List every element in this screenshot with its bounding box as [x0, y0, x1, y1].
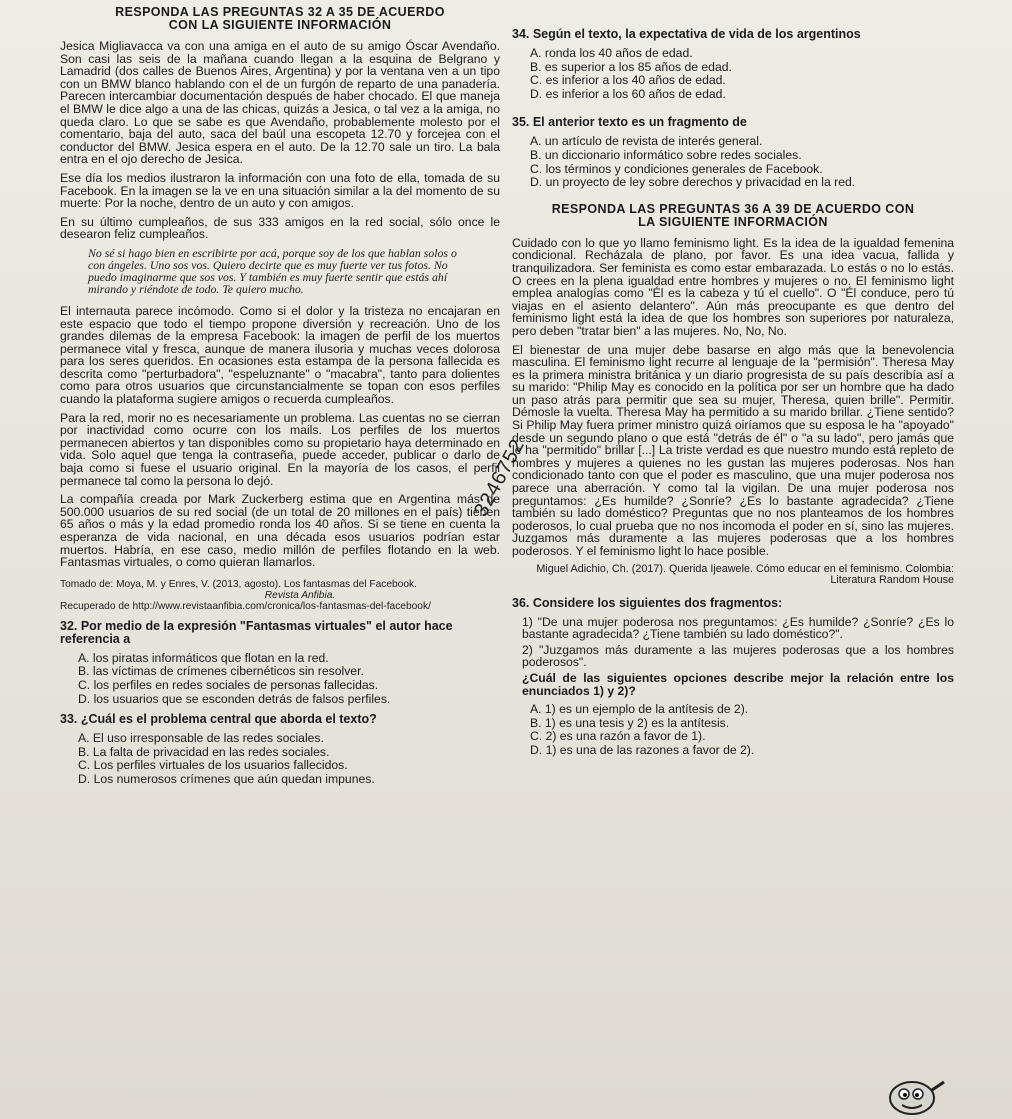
fragment-1: 1) "De una mujer poderosa nos preguntamos: ¿Es humilde? ¿Sonríe? ¿Es lo bastante agradecida? ¿Tiene también su lado doméstico?". — [522, 614, 954, 642]
question-34-options — [530, 47, 954, 100]
question-33-options — [78, 732, 500, 785]
text-paragraph: Para la red, morir no es necesariamente un problema. Las cuentas no se cierran por inactividad como ocurre con los mails. Los perfiles de los muertos permanecen abiertos y tan disponibles como su propietario haya determinado en vida. Solo aquel que tenga la contraseña, puede acceder, publicar o darlo de baja como si fuese el usuario original. En la mayoría de los casos, el perfil permanece tal como la persona lo dejó. — [60, 410, 500, 488]
reference-line: Revista Anfibia. — [264, 589, 336, 601]
cartoon-character-icon — [880, 1072, 950, 1116]
author-reference: Miguel Adichio, Ch. (2017). Querida Ijeawele. Cómo educar en el feminismo. Colombia: Literatura Random House — [536, 562, 954, 587]
text-paragraph: El internauta parece incómodo. Como si el dolor y la tristeza no encajaran en este espacio que todo el tiempo propone diversión y recreación. Uno de los grandes dilemas de la empresa Facebook: la imagen de perfil de los muertos permanece vital y fresca, aunque de manera ilusoria y muchas veces dolorosa para los seres queridos. En ocasiones esta estampa de la persona fallecida es descrita como "perturbadora", "espeluznante" o "macabra", tanto para dolientes como para otros usuarios que circunstancialmente se topan con esos perfiles cuando la plataforma sugiere amigos o recuerda cumpleaños. — [60, 303, 500, 407]
question-36: 36. Considere los siguientes dos fragmentos: — [512, 595, 783, 610]
option-c[interactable]: C. los perfiles en redes sociales de personas fallecidas. — [78, 677, 379, 692]
option-a[interactable]: A. El uso irresponsable de las redes sociales. — [78, 731, 324, 746]
option-a[interactable]: A. los piratas informáticos que flotan en la red. — [78, 650, 329, 665]
section-heading-36-39 — [512, 203, 954, 229]
option-a[interactable]: A. 1) es un ejemplo de la antítesis de 2). — [530, 702, 749, 717]
option-d[interactable]: D. 1) es una de las razones a favor de 2). — [530, 742, 755, 757]
option-b[interactable]: B. 1) es una tesis y 2) es la antítesis. — [530, 715, 730, 730]
question-36-options — [530, 703, 954, 756]
text-paragraph: En su último cumpleaños, de sus 333 amigos en la red social, sólo once le desearon feliz cumpleaños. — [60, 214, 500, 242]
question-33: 33. ¿Cuál es el problema central que aborda el texto? — [60, 712, 377, 727]
option-d[interactable]: D. los usuarios que se esconden detrás de falsos perfiles. — [78, 691, 391, 706]
option-c[interactable]: C. los términos y condiciones generales de Facebook. — [530, 161, 823, 176]
option-b[interactable]: B. las víctimas de crímenes cibernéticos sin resolver. — [78, 664, 364, 679]
left-column — [60, 6, 500, 792]
text-paragraph: La compañía creada por Mark Zuckerberg estima que en Argentina más de 500.000 usuarios de su red social (de un total de 20 millones en el país) tienen 65 años o más y la edad promedio ronda los 40 años. Si se tiene en cuenta la esperanza de vida nacional, en una década esos usuarios podrían estar muertos. Habría, en ese caso, medio millón de perfiles flotando en la web. Fantasmas virtuales, o como quieran llamarlos. — [60, 492, 500, 570]
facebook-quote: No sé si hago bien en escribirte por acá, porque soy de los que hablan solos o con ángeles. Uno sos vos. Quiero decirte que es muy fuerte ver tus fotos. No puedo imaginarme que sos vos. Y también es muy fuerte sentir que estás ahí mirando y riéndote de todo. Te quiero mucho. — [88, 245, 457, 296]
text-paragraph: Ese día los medios ilustraron la información con una foto de ella, tomada de su Facebook. En la imagen se la ve en una situación similar a la del momento de su muerte: Por la noche, dentro de un auto y con amigos. — [60, 170, 500, 211]
text-paragraph: Cuidado con lo que yo llamo feminismo light. Es la idea de la igualdad femenina condicional. Recházala de plano, por favor. Es una idea vacua, fallida y tranquilizadora. Ser feminista es como estar embarazada. Lo estás o no lo estás. O crees en la plena igualdad entre hombres y mujeres o no. El feminismo light emplea analogías como "Él es la cabeza y tú el cuello". O "Él conduce, pero tú viajas en el asiento delantero". Aún más preocupante es que dentro del feminismo light está la idea de que los hombres son superiores por naturaleza, pero deben "tratar bien" a las mujeres. No, No, No. — [512, 235, 954, 338]
reference-line: Recuperado de http://www.revistaanfibia.com/cronica/los-fantasmas-del-facebook/ — [60, 600, 431, 612]
text-paragraph: Jesica Migliavacca va con una amiga en el auto de su amigo Óscar Avendaño. Son casi las seis de la mañana cuando llegan a la esquina de Belgrano y Lamadrid (dos calles de Buenos Aires, Argentina) y por la ventana ven a un tipo con un BMW blanco hablando con el de un furgón de reparto de una panadería. Parecen intercambiar documentación después de haber chocado. El que maneja el BMW le dice algo a una de las chicas, quizás a Jesica, o tal vez a la amiga, no queda claro. Lo que se sabe es que Avendaño, probablemente molesto por el comentario, baja del auto, saca del baúl una escopeta 12.70 y forcejea con el conductor del BMW. Jesica espera en el auto. De la 12.70 sale un tiro. La bala entra en el ojo derecho de Jesica. — [60, 39, 500, 167]
option-c[interactable]: C. es inferior a los 40 años de edad. — [530, 73, 726, 88]
reference-line: Tomado de: Moya, M. y Enres, V. (2013, agosto). Los fantasmas del Facebook. — [60, 578, 417, 590]
heading-line-1: RESPONDA LAS PREGUNTAS 32 A 35 DE ACUERDO — [115, 5, 445, 19]
option-b[interactable]: B. un diccionario informático sobre redes sociales. — [530, 147, 802, 162]
right-column — [512, 6, 954, 763]
question-36-prompt: ¿Cuál de las siguientes opciones describe mejor la relación entre los enunciados 1) y 2)? — [522, 670, 954, 698]
handwritten-number: 3246752 — [470, 435, 530, 521]
option-b[interactable]: B. es superior a los 85 años de edad. — [530, 59, 732, 74]
question-34: 34. Según el texto, la expectativa de vida de los argentinos — [512, 27, 861, 41]
section-heading-32-35 — [60, 6, 500, 32]
heading-line-1: RESPONDA LAS PREGUNTAS 36 A 39 DE ACUERDO CON — [551, 201, 915, 216]
option-a[interactable]: A. ronda los 40 años de edad. — [530, 46, 693, 60]
option-c[interactable]: C. 2) es una razón a favor de 1). — [530, 729, 706, 744]
question-32: 32. Por medio de la expresión "Fantasmas virtuales" el autor hace referencia a — [60, 618, 453, 646]
question-32-options — [78, 652, 500, 705]
text-paragraph: El bienestar de una mujer debe basarse en algo más que la benevolencia masculina. El feminismo light recurre al lenguaje de la "permisión". Theresa May es la primera ministra británica y un diario progresista de su país describía así a su marido: "Philip May es conocido en la política por ser un hombre que ha dado un paso atrás para permitir que sea su mujer, Theresa, quien brille". Permitir. Démosle la vuelta. Theresa May ha permitido a su marido brillar. ¿Tiene sentido? Si Philip May fuera primer ministro quizá oiríamos que su esposa le ha "apoyado" desde un segundo plano o que está "detrás de él" o "a su lado", pero jamás que le ha "permitido" brillar [...] La triste verdad es que nuestro mundo está repleto de hombres y mujeres a quienes no les gustan las mujeres poderosas. Nos han condicionado tanto con que el poder es masculino, que una mujer poderosa nos parece una aberración. Y como tal la vigilan. De una mujer poderosa nos preguntamos: ¿Es humilde? ¿Sonríe? ¿Es lo bastante agradecida? ¿Tiene también su lado doméstico? Preguntas que no nos planteamos de los hombres poderosos, lo cual prueba que no nos incomoda el poder en sí, sino las mujeres. Juzgamos más duramente a las mujeres poderosas que a los hombres poderosos. Y el feminismo light lo hace posible. — [512, 342, 954, 558]
option-c[interactable]: C. Los perfiles virtuales de los usuarios fallecidos. — [78, 758, 348, 773]
question-35-options — [530, 135, 954, 188]
option-b[interactable]: B. La falta de privacidad en las redes sociales. — [78, 744, 330, 759]
option-d[interactable]: D. Los numerosos crímenes que aún quedan impunes. — [78, 771, 375, 786]
option-a[interactable]: A. un artículo de revista de interés general. — [530, 134, 763, 149]
fragments — [522, 616, 954, 669]
fragment-2: 2) "Juzgamos más duramente a las mujeres poderosas que a los hombres poderosos". — [522, 642, 954, 670]
option-d[interactable]: D. es inferior a los 60 años de edad. — [530, 86, 726, 101]
option-d[interactable]: D. un proyecto de ley sobre derechos y privacidad en la red. — [530, 175, 856, 190]
heading-line-2: LA SIGUIENTE INFORMACIÓN — [638, 214, 828, 229]
question-35: 35. El anterior texto es un fragmento de — [512, 115, 747, 130]
heading-line-2: CON LA SIGUIENTE INFORMACIÓN — [168, 18, 392, 32]
source-reference — [60, 579, 500, 612]
